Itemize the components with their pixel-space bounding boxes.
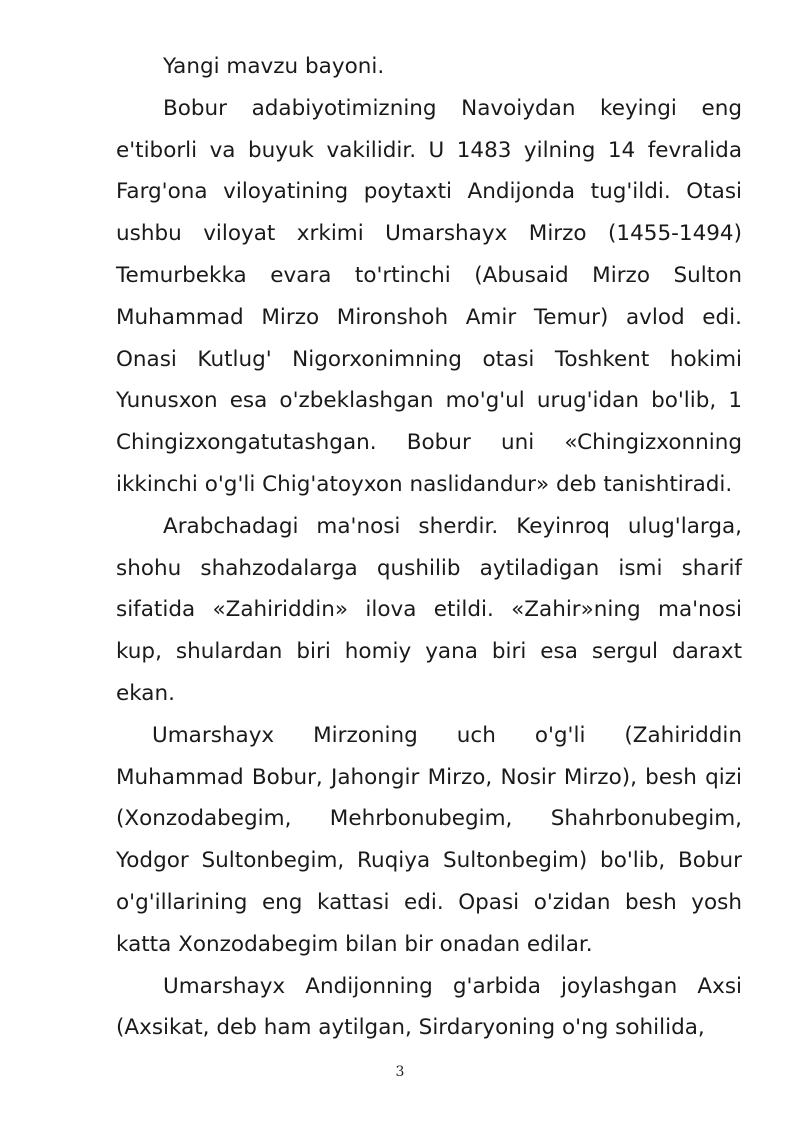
paragraph-biography: Bobur adabiyotimizning Navoiydan keyingi eng e'tiborli va buyuk vakilidir. U 1483 yilning 14 fevralida Farg'ona viloyatining poytaxti Andijonda tug'ildi. Otasi ushbu viloyat xrkimi Umarshayx Mirzo (1455-1494) Temurbekka evara to'rtinchi (Abusaid Mirzo Sulton Muhammad Mirzo Mironshoh Amir Temur) avlod edi. Onasi Kutlug' Nigorxonimning otasi Toshkent hokimi Yunusxon esa o'zbeklashgan mo'g'ul urug'idan bo'lib, 1 Chingizxongatutashgan. Bobur uni «Chingizxonning ikkinchi o'g'li Chig'atoyxon naslidandur» deb tanishtiradi. bbox=[116, 95, 742, 497]
page-number: 3 bbox=[395, 1064, 405, 1080]
paragraph-topic-heading: Yangi mavzu bayoni. bbox=[163, 54, 385, 79]
paragraph-name-meaning: Arabchadagi ma'nosi sherdir. Keyinroq ulug'larga, shohu shahzodalarga qushilib aytiladigan ismi sharif sifatida «Zahiriddin» ilova etildi. «Zahir»ning ma'nosi kup, shulardan biri homiy yana biri esa sergul daraxt ekan. bbox=[116, 513, 742, 706]
paragraph-family: Umarshayx Mirzoning uch o'g'li (Zahiriddin Muhammad Bobur, Jahongir Mirzo, Nosir Mirzo), besh qizi (Xonzodabegim, Mehrbonubegim, Shahrbonubegim, Yodgor Sultonbegim, Ruqiya Sultonbegim) bo'lib, Bobur o'g'illarining eng kattasi edi. Opasi o'zidan besh yosh katta Xonzodabegim bilan bir onadan edilar. bbox=[116, 722, 742, 957]
paragraph-axsi: Umarshayx Andijonning g'arbida joylashgan Axsi (Axsikat, deb ham aytilgan, Sirdaryoning o'ng sohilida, bbox=[116, 973, 742, 1041]
body-text bbox=[116, 46, 742, 1049]
